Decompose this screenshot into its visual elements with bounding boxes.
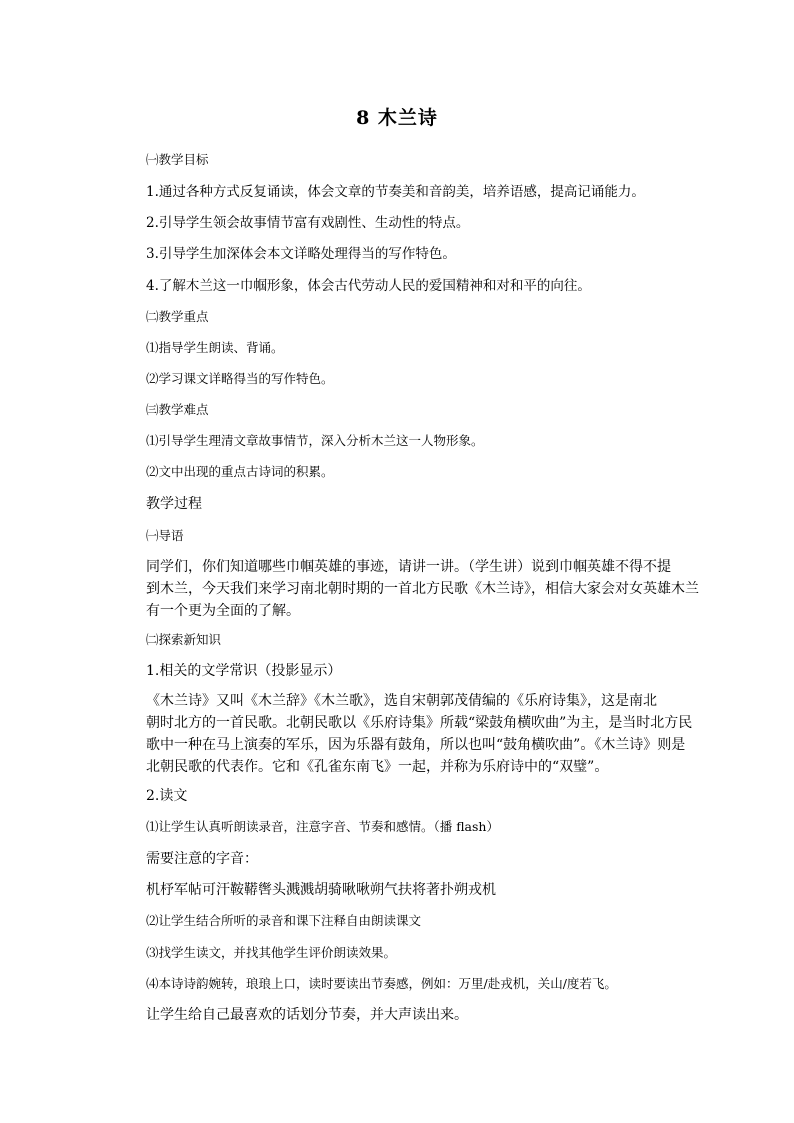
subsection-heading-explore: ㈡探索新知识	[146, 632, 222, 647]
intro-paragraph	[146, 556, 699, 622]
section-heading-process: 教学过程	[146, 496, 202, 512]
paragraph-line: 同学们，你们知道哪些巾帼英雄的事迹，请讲一讲。（学生讲）说到巾帼英雄不得不提	[146, 559, 671, 575]
reading-step: ⑴让学生认真听朗读录音，注意字音、节奏和感情。（播 flash）	[146, 819, 499, 834]
key-point-item: ⑵学习课文详略得当的写作特色。	[146, 371, 334, 386]
reading-step: ⑷本诗诗韵婉转，琅琅上口，读时要读出节奏感，例如：万里/赴戎机，关山/度若飞。	[146, 976, 617, 991]
section-heading-objectives: ㈠教学目标	[146, 152, 209, 167]
reading-step: ⑵让学生结合所听的录音和课下注释自由朗读课文	[146, 913, 422, 928]
paragraph-line: 歌中一种在马上演奏的军乐，因为乐器有鼓角，所以也叫“鼓角横吹曲”。《木兰诗》则是	[146, 737, 686, 753]
objective-item: 3.引导学生加深体会本文详略处理得当的写作特色。	[146, 246, 456, 262]
paragraph-line: 有一个更为全面的了解。	[146, 603, 300, 619]
pronunciation-heading: 需要注意的字音：	[146, 851, 258, 867]
objective-item: 2.引导学生领会故事情节富有戏剧性、生动性的特点。	[146, 215, 470, 231]
reading-step: ⑶找学生读文，并找其他学生评价朗读效果。	[146, 945, 397, 960]
subsection-heading-literature: 1.相关的文学常识（投影显示）	[146, 663, 342, 679]
paragraph-line: 到木兰，今天我们来学习南北朝时期的一首北方民歌《木兰诗》，相信大家会对女英雄木兰	[146, 581, 699, 597]
subsection-heading-intro: ㈠导语	[146, 528, 184, 543]
reading-instruction: 让学生给自己最喜欢的话划分节奏，并大声读出来。	[146, 1007, 468, 1023]
paragraph-line: 朝时北方的一首民歌。北朝民歌以《乐府诗集》所载“梁鼓角横吹曲”为主，是当时北方民	[146, 715, 693, 731]
objective-item: 1.通过各种方式反复诵读，体会文章的节奏美和音韵美，培养语感，提高记诵能力。	[146, 184, 645, 200]
objective-item: 4.了解木兰这一巾帼形象，体会古代劳动人民的爱国精神和对和平的向往。	[146, 278, 591, 294]
difficulty-item: ⑴引导学生理清文章故事情节，深入分析木兰这一人物形象。	[146, 433, 484, 448]
subsection-heading-reading: 2.读文	[146, 788, 188, 804]
section-heading-difficulties: ㈢教学难点	[146, 402, 209, 417]
difficulty-item: ⑵文中出现的重点古诗词的积累。	[146, 464, 334, 479]
paragraph-line: 北朝民歌的代表作。它和《孔雀东南飞》一起，并称为乐府诗中的“双璧”。	[146, 759, 609, 775]
page-title: 8 木兰诗	[356, 107, 438, 129]
section-heading-key-points: ㈡教学重点	[146, 309, 209, 324]
literature-paragraph	[146, 690, 693, 778]
key-point-item: ⑴指导学生朗读、背诵。	[146, 340, 284, 355]
pronunciation-words: 机杼军帖可汗鞍鞯辔头溅溅胡骑啾啾朔气扶将著扑朔戎机	[146, 882, 496, 898]
paragraph-line: 《木兰诗》又叫《木兰辞》《木兰歌》，选自宋朝郭茂倩编的《乐府诗集》，这是南北	[146, 693, 657, 709]
